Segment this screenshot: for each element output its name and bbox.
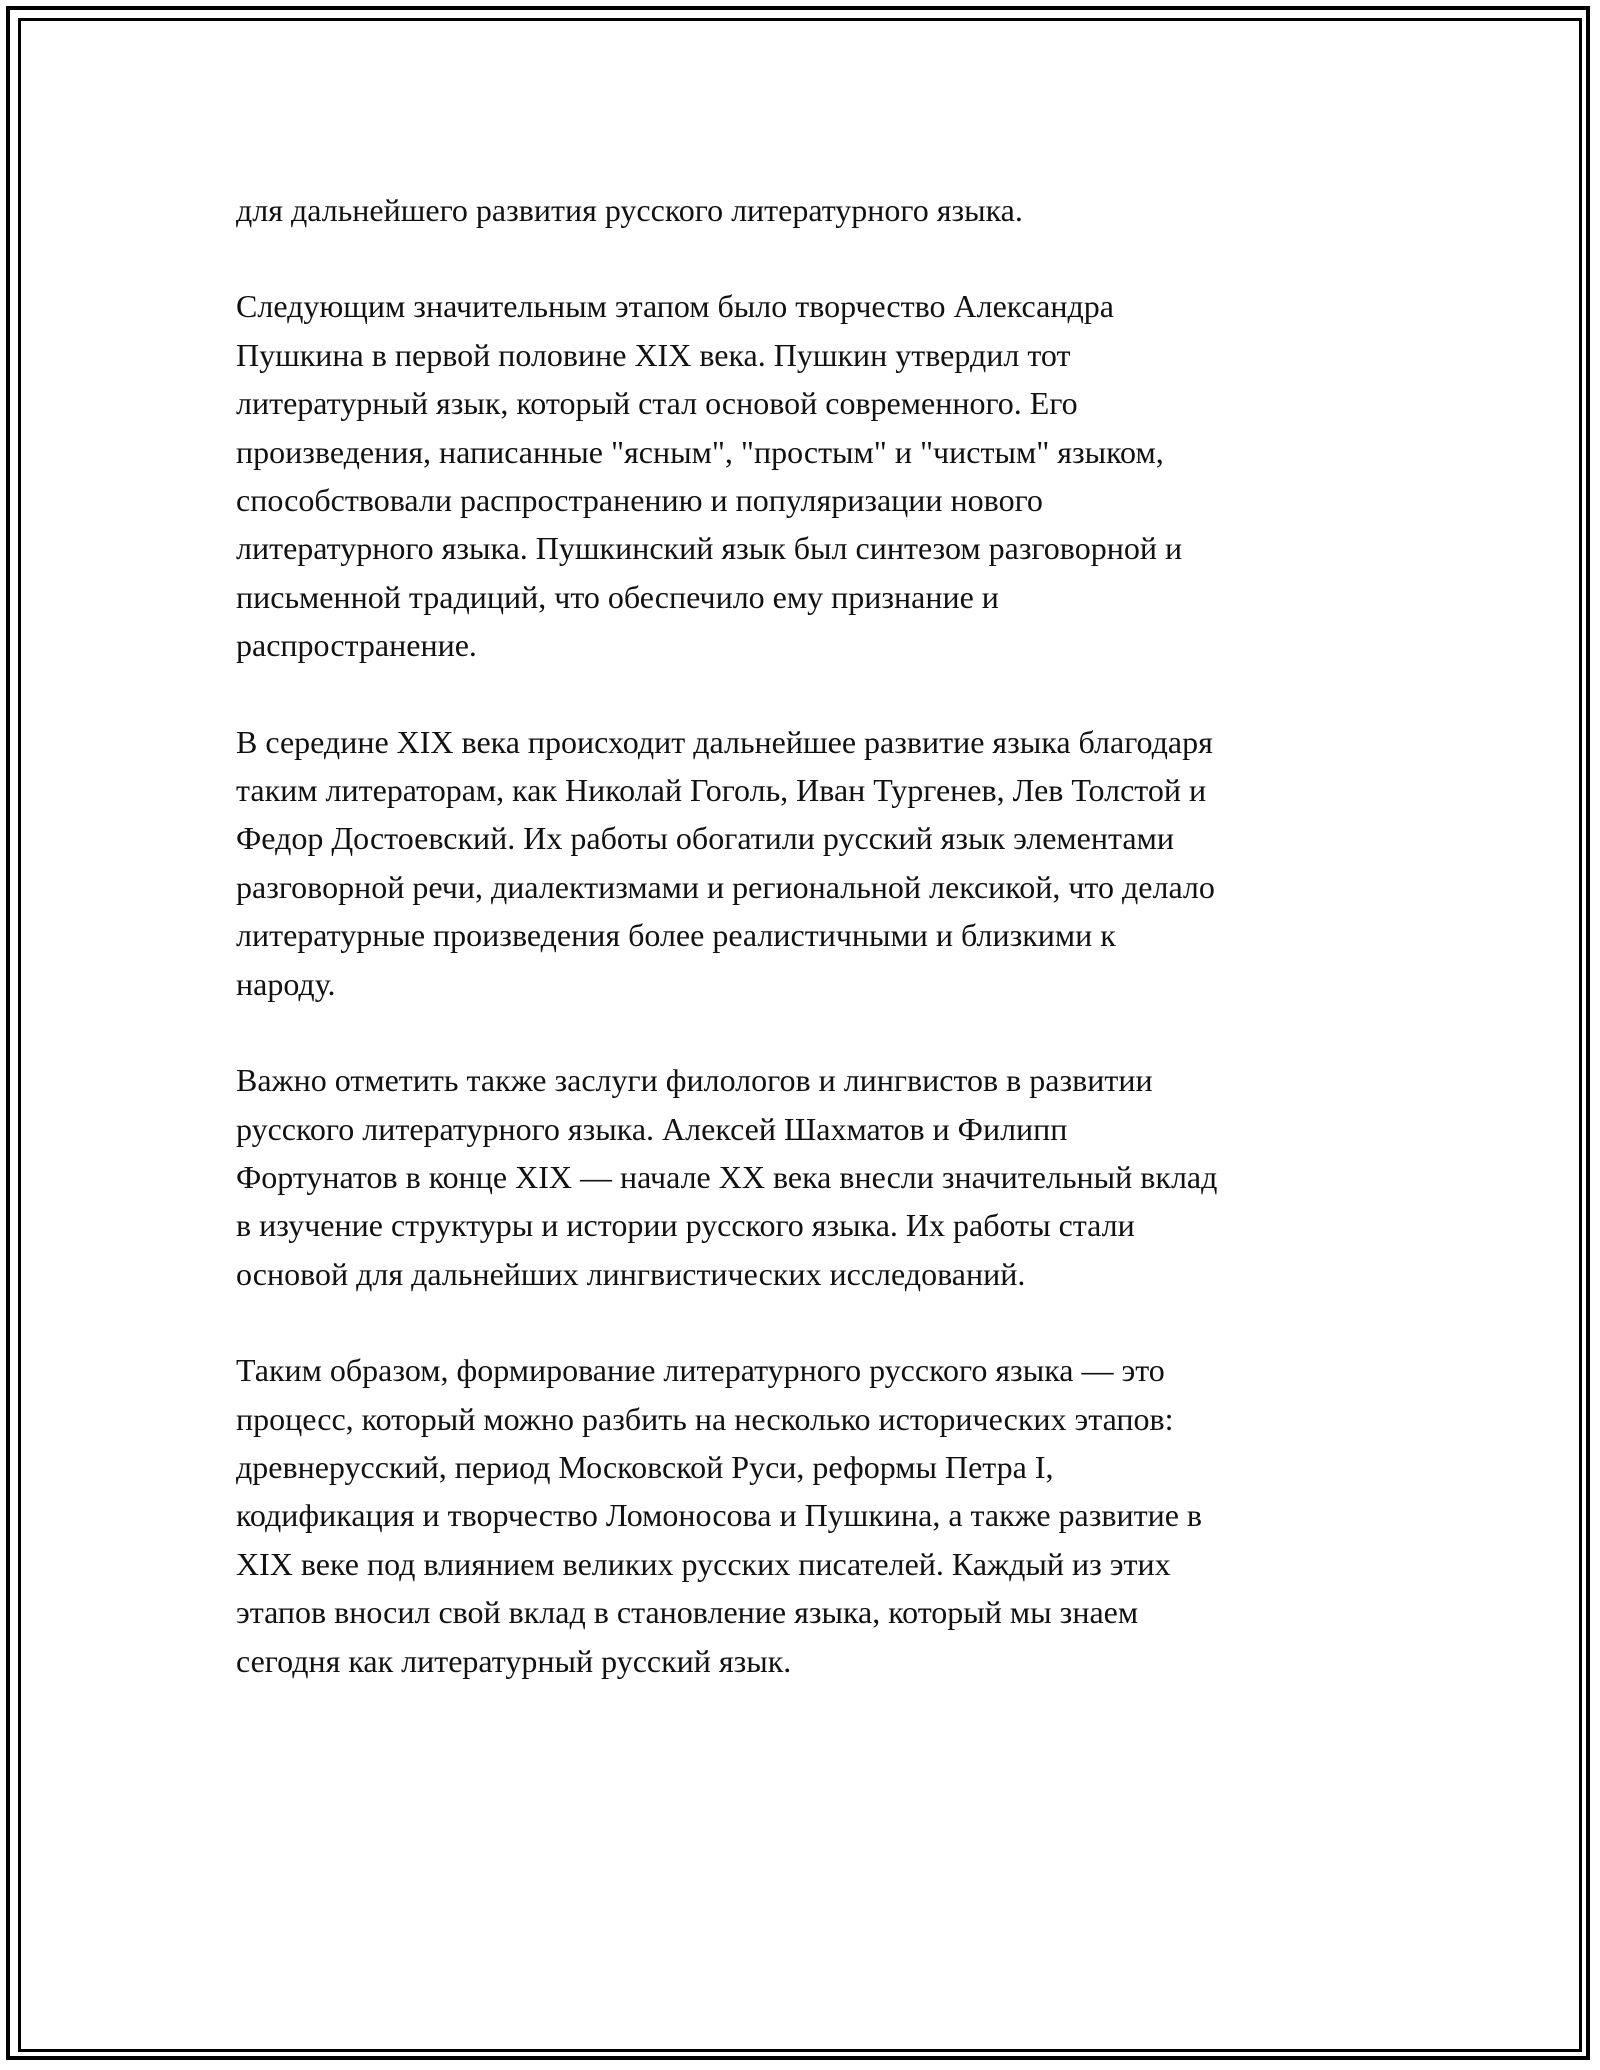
- paragraph-4: Важно отметить также заслуги филологов и лингвистов в развитии русского литературного языка. Алексей Шахматов и Филипп Фортунатов в конце XIX — начале XX века внесли значительный вклад в изучение структуры и истории русского языка. Их работы стали основой для дальнейших лингвистических исследований.: [236, 1062, 1218, 1292]
- paragraph-1: для дальнейшего развития русского литературного языка.: [236, 192, 1023, 228]
- paragraph-3: В середине XIX века происходит дальнейшее развитие языка благодаря таким литераторам, как Николай Гоголь, Иван Тургенев, Лев Толстой и Федор Достоевский. Их работы обогатили русский язык элементами разговорной речи, диалектизмами и региональной лексикой, что делало литературные произведения более реалистичными и близкими к народу.: [236, 723, 1215, 1002]
- paragraph-5: Таким образом, формирование литературного русского языка — это процесс, который можно разбить на несколько исторических этапов: древнерусский, период Московской Руси, реформы Петра I, кодификация и творчество Ломоносова и Пушкина, а также развитие в XIX веке под влиянием великих русских писателей. Каждый из этих этапов вносил свой вклад в становление языка, который мы знаем сегодня как литературный русский язык.: [236, 1352, 1203, 1679]
- paragraph-2: Следующим значительным этапом было творчество Александра Пушкина в первой половине XIX века. Пушкин утвердил тот литературный язык, который стал основой современного. Его произведения, написанные "ясным", "простым" и "чистым" языком, способствовали распространению и популяризации нового литературного языка. Пушкинский язык был синтезом разговорной и письменной традиций, что обеспечило ему признание и распространение.: [236, 288, 1183, 664]
- document-body: [236, 186, 1386, 1733]
